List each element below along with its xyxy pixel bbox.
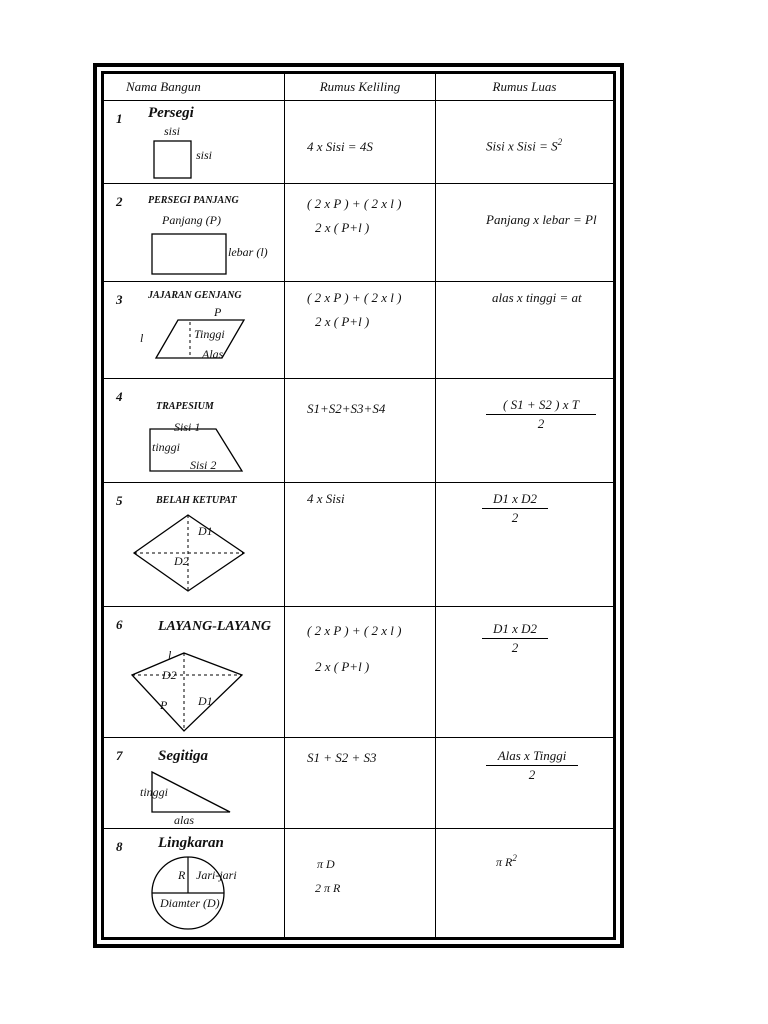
row-number: 7 xyxy=(116,748,123,763)
shape-name: LAYANG-LAYANG xyxy=(158,619,272,634)
diagram-label: alas xyxy=(174,813,195,827)
diagram-label: D1 xyxy=(198,524,213,538)
area-denominator: 2 xyxy=(528,767,536,782)
row-number: 6 xyxy=(116,617,123,632)
shape-name: BELAH KETUPAT xyxy=(156,495,237,506)
shape-name: Lingkaran xyxy=(158,835,224,851)
row-number: 2 xyxy=(116,194,123,209)
diagram-label: tinggi xyxy=(140,785,169,799)
square-diagram xyxy=(126,125,256,181)
area-numerator: Alas x Tinggi xyxy=(486,748,578,766)
area-formula xyxy=(482,491,548,526)
diagram-label: l xyxy=(168,648,172,662)
shape-name: Segitiga xyxy=(158,748,209,764)
perimeter-formula: S1 + S2 + S3 xyxy=(307,750,377,765)
row-number: 3 xyxy=(116,292,123,307)
diagram-label: sisi xyxy=(196,148,213,162)
circle-diagram xyxy=(126,855,256,935)
shape-cell xyxy=(104,379,285,483)
area-cell xyxy=(436,829,614,938)
parallelogram-diagram xyxy=(126,310,256,376)
table-row xyxy=(104,282,614,379)
shape-cell xyxy=(104,607,285,738)
area-cell xyxy=(436,607,614,738)
area-formula: alas x tinggi = at xyxy=(492,290,582,305)
diagram-label: Tinggi xyxy=(194,327,225,341)
perimeter-cell xyxy=(285,282,436,379)
table-row xyxy=(104,101,614,184)
perimeter-cell xyxy=(285,184,436,282)
area-denominator: 2 xyxy=(511,510,519,525)
table-row xyxy=(104,379,614,483)
perimeter-formula: ( 2 x P ) + ( 2 x l ) xyxy=(307,623,402,638)
row-number: 1 xyxy=(116,111,123,126)
area-formula xyxy=(482,621,548,656)
diagram-label: Jari-jari xyxy=(196,868,237,882)
diagram-label: D2 xyxy=(162,668,177,682)
perimeter-formula: ( 2 x P ) + ( 2 x l ) xyxy=(307,196,402,211)
area-cell xyxy=(436,738,614,829)
shape-name: Persegi xyxy=(148,105,194,121)
diagram-label: lebar (l) xyxy=(228,245,268,259)
header-area: Rumus Luas xyxy=(436,74,614,101)
area-cell xyxy=(436,101,614,184)
shape-cell xyxy=(104,282,285,379)
diagram-label: Sisi 1 xyxy=(174,420,201,434)
area-formula: Panjang x lebar = Pl xyxy=(486,212,597,227)
row-number: 5 xyxy=(116,493,123,508)
row-number: 8 xyxy=(116,839,123,854)
area-numerator: ( S1 + S2 ) x T xyxy=(486,397,596,415)
diagram-label: Alas xyxy=(202,347,224,361)
area-numerator: D1 x D2 xyxy=(482,621,548,639)
perimeter-formula-alt: 2 x ( P+l ) xyxy=(315,314,370,329)
diagram-label: Diamter (D) xyxy=(160,896,220,910)
area-cell xyxy=(436,184,614,282)
perimeter-cell xyxy=(285,829,436,938)
kite-diagram xyxy=(126,647,256,737)
area-cell xyxy=(436,379,614,483)
shape-cell xyxy=(104,829,285,938)
perimeter-formula-alt: 2 π R xyxy=(315,881,341,895)
area-formula xyxy=(486,748,578,783)
shape-cell xyxy=(104,184,285,282)
diagram-label: sisi xyxy=(164,124,181,138)
table-row xyxy=(104,184,614,282)
perimeter-cell xyxy=(285,101,436,184)
diagram-label: Sisi 2 xyxy=(190,458,217,472)
perimeter-formula: ( 2 x P ) + ( 2 x l ) xyxy=(307,290,402,305)
shape-name: PERSEGI PANJANG xyxy=(148,195,239,206)
diagram-label: P xyxy=(160,698,168,712)
header-row xyxy=(104,74,614,101)
area-numerator: D1 x D2 xyxy=(482,491,548,509)
perimeter-cell xyxy=(285,607,436,738)
shape-cell xyxy=(104,738,285,829)
diagram-label: Panjang (P) xyxy=(162,213,221,227)
formula-table xyxy=(103,73,614,938)
shape-cell xyxy=(104,483,285,607)
perimeter-cell xyxy=(285,379,436,483)
diagram-label: tinggi xyxy=(152,440,181,454)
area-cell xyxy=(436,483,614,607)
perimeter-formula: S1+S2+S3+S4 xyxy=(307,401,386,416)
formula-table-inner-border xyxy=(101,71,616,940)
diagram-label: P xyxy=(214,305,222,319)
perimeter-cell xyxy=(285,738,436,829)
row-number: 4 xyxy=(116,389,123,404)
header-perimeter: Rumus Keliling xyxy=(285,74,436,101)
table-row xyxy=(104,738,614,829)
diagram-label: D2 xyxy=(174,554,189,568)
area-cell xyxy=(436,282,614,379)
perimeter-formula-alt: 2 x ( P+l ) xyxy=(315,220,370,235)
area-denominator: 2 xyxy=(511,640,519,655)
formula-table-frame xyxy=(93,63,624,948)
table-row xyxy=(104,829,614,938)
table-row xyxy=(104,483,614,607)
area-formula: π $R^2$ xyxy=(496,853,517,869)
shape-name: JAJARAN GENJANG xyxy=(148,290,242,301)
perimeter-formula: π D xyxy=(317,857,335,871)
table-row xyxy=(104,607,614,738)
perimeter-formula: 4 x Sisi = 4S xyxy=(307,139,373,154)
diagram-label: l xyxy=(140,331,144,345)
perimeter-formula: 4 x Sisi xyxy=(307,491,345,506)
area-denominator: 2 xyxy=(537,416,545,431)
rhombus-diagram xyxy=(126,511,256,601)
perimeter-cell xyxy=(285,483,436,607)
shape-cell xyxy=(104,101,285,184)
diagram-label: R xyxy=(178,868,186,882)
diagram-label: D1 xyxy=(198,694,213,708)
perimeter-formula-alt: 2 x ( P+l ) xyxy=(315,659,370,674)
area-formula xyxy=(486,397,596,432)
area-formula: Sisi x Sisi = $S^2$ xyxy=(486,137,563,154)
header-name: Nama Bangun xyxy=(104,74,285,101)
shape-name: TRAPESIUM xyxy=(156,401,214,412)
